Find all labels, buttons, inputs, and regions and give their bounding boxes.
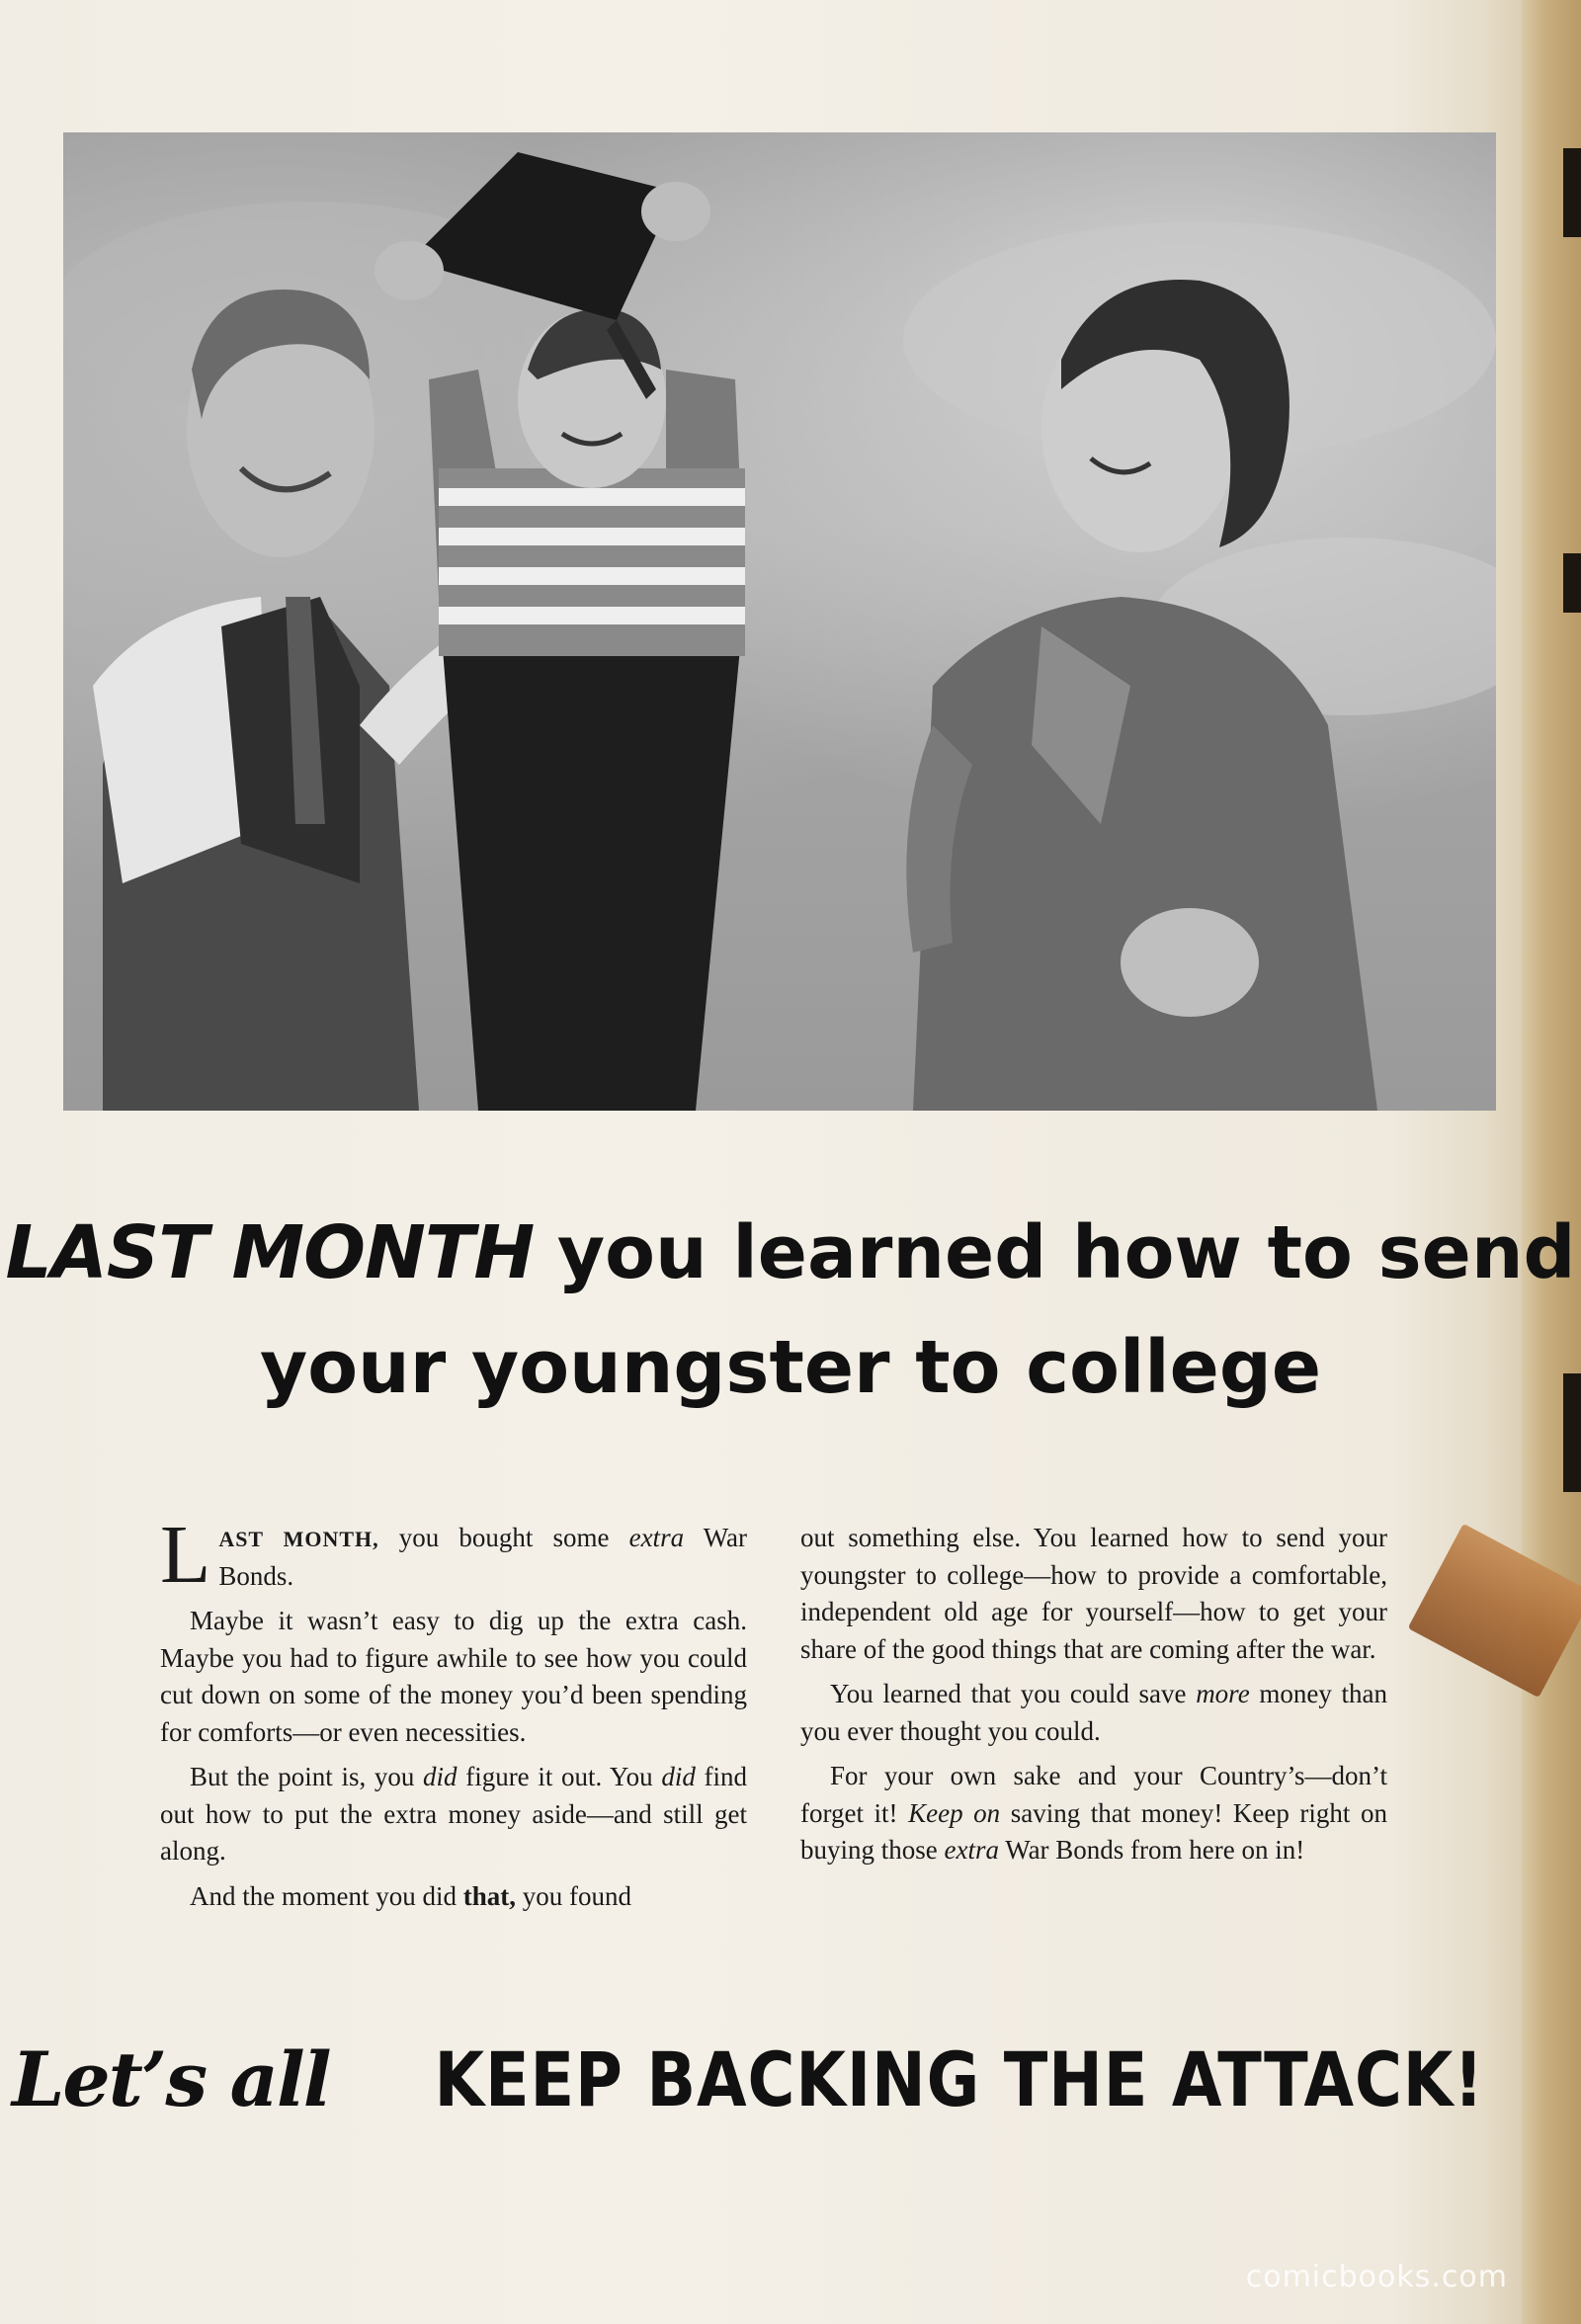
paragraph: And the moment you did that, you found	[190, 1880, 631, 1911]
headline-line2: your youngster to college	[259, 1325, 1322, 1410]
headline	[0, 1196, 1581, 1425]
page-edge-wear	[1522, 0, 1581, 2324]
paragraph: But the point is, you did figure it out. You did find out how to put the extra money aside—and still get along.	[160, 1762, 747, 1866]
slogan	[0, 2035, 1581, 2124]
body-column-right	[800, 1520, 1387, 1877]
body-column-left	[160, 1509, 748, 1923]
paragraph: Maybe it wasn’t easy to dig up the extra cash. Maybe you had to figure awhile to see how you could cut down on some of the money you’d been spending for comforts—or even necessities.	[160, 1606, 747, 1747]
watermark-text: comicbooks.com	[1245, 2260, 1508, 2294]
paragraph: LAST MONTH, you bought some extra War Bonds.	[160, 1509, 748, 1601]
headline-line1: you learned how to send	[556, 1210, 1576, 1295]
paragraph: out something else. You learned how to send your youngster to college—how to provide a comfortable, independent old age for yourself—how to get your share of the good things that are coming after the war.	[800, 1523, 1387, 1664]
page-edge-tear	[1563, 148, 1581, 237]
paragraph: You learned that you could save more money than you ever thought you could.	[800, 1679, 1387, 1746]
page-edge-tear	[1563, 553, 1581, 613]
headline-lead: LAST MONTH	[5, 1210, 535, 1295]
paragraph: For your own sake and your Country’s—don’t forget it! Keep on saving that money! Keep right on buying those extra War Bonds from here on in!	[800, 1761, 1387, 1865]
slogan-caps: KEEP BACKING THE ATTACK!	[434, 2035, 1484, 2123]
slogan-script: Let’s all	[11, 2035, 330, 2123]
drop-cap: L	[160, 1509, 211, 1601]
family-photograph	[63, 132, 1496, 1111]
